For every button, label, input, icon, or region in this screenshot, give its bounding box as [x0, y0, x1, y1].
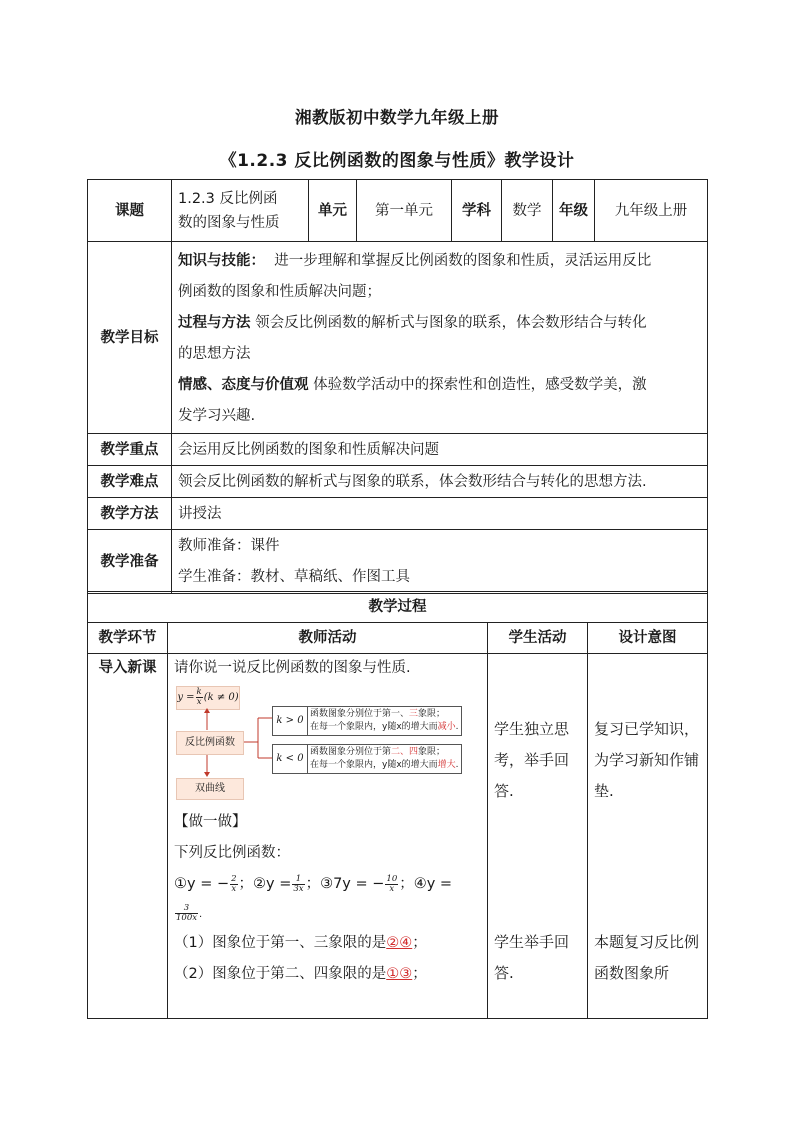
grade-value: 九年级上册	[595, 180, 708, 242]
process-header: 教学过程	[88, 592, 708, 623]
function-properties-diagram	[176, 686, 466, 801]
hyperbola-box: 双曲线	[176, 778, 244, 800]
stage-label: 导入新课	[88, 654, 168, 1019]
student-activity-1: 学生独立思考，举手回答.	[494, 720, 570, 800]
col-intent: 设计意图	[588, 623, 708, 654]
grade-label: 年级	[553, 180, 595, 242]
question-1: （1）图象位于第一、三象限的是②④；	[174, 935, 427, 951]
difficulties-label: 教学难点	[88, 466, 172, 498]
document-subtitle: 《1.2.3 反比例函数的图象与性质》教学设计	[219, 151, 575, 171]
preparation-label: 教学准备	[88, 530, 172, 594]
practice-title: 【做一做】	[174, 814, 247, 830]
subject-value: 数学	[502, 180, 553, 242]
unit-value: 第一单元	[357, 180, 452, 242]
k-negative-box: k < 0 函数图象分别位于第二、四象限； 在每一个象限内，y随x的增大而增大.	[272, 744, 462, 774]
k-positive-box: k > 0 函数图象分别位于第一、三象限； 在每一个象限内，y随x的增大而减小.	[272, 706, 462, 736]
key-points-value: 会运用反比例函数的图象和性质解决问题	[172, 434, 708, 466]
center-box: 反比例函数	[176, 731, 244, 755]
col-teacher: 教师活动	[168, 623, 488, 654]
key-points-label: 教学重点	[88, 434, 172, 466]
unit-label: 单元	[309, 180, 357, 242]
goals-content: 知识与技能： 进一步理解和掌握反比例函数的图象和性质，灵活运用反比 例函数的图象和性质解决问题； 过程与方法 领会反比例函数的解析式与图象的联系，体会数形结合与转化 的思想方法 情感、态度与价值观 体验数学活动中的探索性和创造性，感受数学美，激 发学习兴趣.	[172, 242, 708, 434]
design-intent-1: 复习已学知识，为学习新知作铺垫.	[594, 720, 700, 800]
equation-4-fraction: $\frac{3}{100x}$ .	[176, 902, 203, 923]
process-table	[87, 591, 708, 1019]
student-activity	[488, 654, 588, 1019]
intro-text: 请你说一说反比例函数的图象与性质.	[174, 660, 411, 676]
formula-box: y = $\frac{k}{x}$ (k ≠ 0)	[176, 686, 240, 710]
course-value: 1.2.3 反比例函 数的图象与性质	[172, 180, 309, 242]
methods-value: 讲授法	[172, 498, 708, 530]
course-label: 课题	[88, 180, 172, 242]
preparation-content: 教师准备：课件 学生准备：教材、草稿纸、作图工具	[172, 530, 708, 594]
goals-label: 教学目标	[88, 242, 172, 434]
document-title: 湘教版初中数学九年级上册	[295, 108, 499, 127]
difficulties-value: 领会反比例函数的解析式与图象的联系，体会数形结合与转化的思想方法.	[172, 466, 708, 498]
methods-label: 教学方法	[88, 498, 172, 530]
design-intent-2: 本题复习反比例函数图象所	[594, 933, 700, 982]
equations: ①y = − $\frac{2}{x}$ ；②y = $\frac{1}{3x}$ ；③7y = − $\frac{10}{x}$ ；④y =	[174, 873, 453, 894]
question-2: （2）图象位于第二、四象限的是①③；	[174, 966, 427, 982]
teacher-activity	[168, 654, 488, 1019]
subject-label: 学科	[452, 180, 502, 242]
practice-intro: 下列反比例函数：	[174, 845, 290, 861]
info-table	[87, 179, 708, 594]
col-stage: 教学环节	[88, 623, 168, 654]
col-student: 学生活动	[488, 623, 588, 654]
student-activity-2: 学生举手回答.	[494, 933, 570, 982]
design-intent	[588, 654, 708, 1019]
